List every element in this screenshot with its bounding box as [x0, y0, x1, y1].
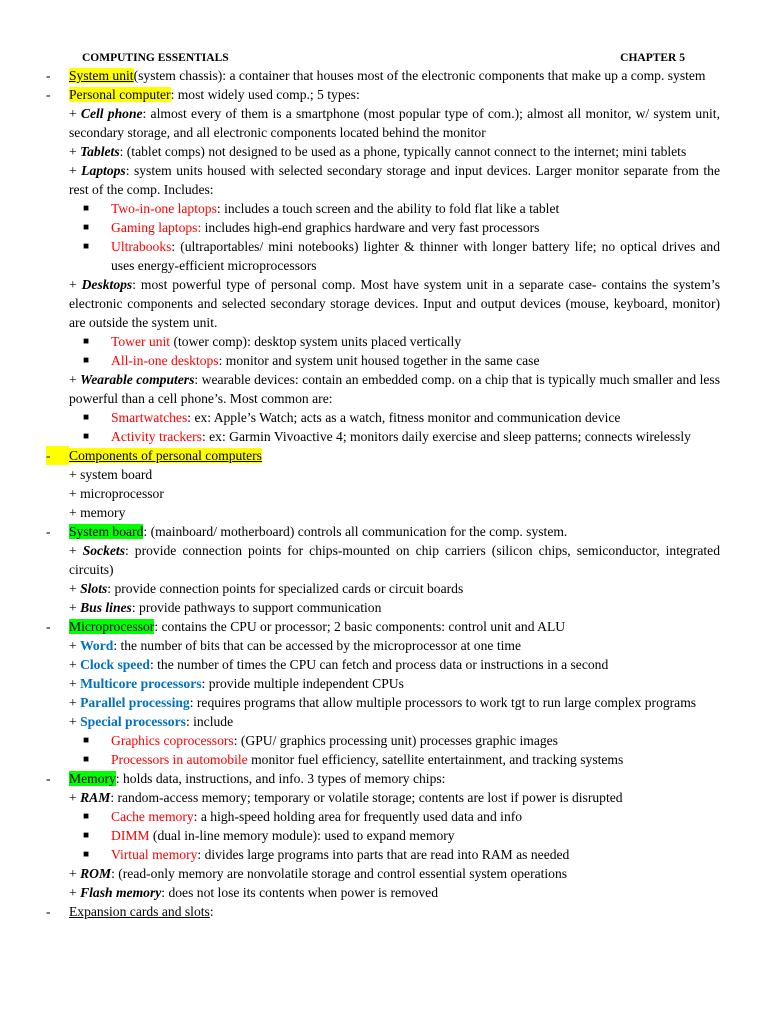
- text-run: : provide pathways to support communication: [131, 600, 382, 615]
- text-run: Bus lines: [80, 600, 132, 615]
- plus-item: [69, 142, 720, 161]
- text-run: Multicore processors: [80, 676, 202, 691]
- text-run: : include: [185, 714, 234, 729]
- text-run: +: [69, 581, 81, 596]
- plus-item: [69, 864, 720, 883]
- text-run: +: [69, 600, 81, 615]
- square-bullet-item: [69, 731, 720, 750]
- square-bullet-icon: ■: [83, 412, 90, 423]
- notes-content: [46, 66, 720, 921]
- dash-bullet-icon: -: [46, 446, 69, 465]
- text-run: +: [69, 638, 81, 653]
- text-run: RAM: [80, 790, 111, 805]
- text-run: : does not lose its contents when power is removed: [161, 885, 439, 900]
- text-run: : (ultraportables/ mini notebooks) lighter & thinner with longer battery life; no optical drives and uses energy-efficient microprocessors: [111, 239, 720, 273]
- text-run: : most widely used comp.; 5 types:: [170, 87, 360, 102]
- text-run: +: [69, 106, 81, 121]
- text-run: +: [69, 790, 81, 805]
- text-run: +: [69, 163, 82, 178]
- dash-bullet-icon: -: [46, 68, 51, 83]
- text-run: Sockets: [82, 543, 125, 558]
- header-chapter: CHAPTER 5: [620, 52, 685, 64]
- plus-item: [69, 161, 720, 199]
- square-bullet-icon: ■: [83, 811, 90, 822]
- square-bullet-icon: ■: [83, 735, 90, 746]
- text-run: DIMM: [111, 828, 150, 843]
- text-run: : contains the CPU or processor; 2 basic components: control unit and ALU: [154, 619, 566, 634]
- text-run: +: [69, 885, 81, 900]
- dash-bullet-item: [46, 85, 720, 104]
- text-run: Ultrabooks: [111, 239, 172, 254]
- text-run: +: [69, 543, 83, 558]
- text-run: Virtual memory: [111, 847, 198, 862]
- dash-bullet-icon: -: [46, 619, 51, 634]
- plus-item: [69, 693, 720, 712]
- square-bullet-item: [69, 332, 720, 351]
- text-run: Tower unit: [111, 334, 171, 349]
- text-run: All-in-one desktops: [111, 353, 219, 368]
- text-run: Processors in automobile: [111, 752, 248, 767]
- plus-item: [69, 104, 720, 142]
- text-run: : almost every of them is a smartphone (most popular type of com.); almost all monitor, w/ system unit, secondary storage, and all electronic components located behind the monitor: [69, 106, 720, 140]
- text-run: : ex: Garmin Vivoactive 4; monitors daily exercise and sleep patterns; connects wirelessly: [201, 429, 691, 444]
- square-bullet-icon: ■: [83, 203, 90, 214]
- text-run: Components of personal computers: [69, 448, 262, 463]
- text-run: Tablets: [80, 144, 120, 159]
- text-run: +: [69, 372, 81, 387]
- dash-bullet-icon: -: [46, 524, 51, 539]
- square-bullet-item: [69, 845, 720, 864]
- text-run: (tower comp): desktop system units placed vertically: [170, 334, 462, 349]
- square-bullet-icon: ■: [83, 431, 90, 442]
- text-run: : (GPU/ graphics processing unit) processes graphic images: [233, 733, 558, 748]
- text-run: +: [69, 866, 81, 881]
- text-run: Memory: [69, 771, 116, 786]
- plus-item: [69, 883, 720, 902]
- square-bullet-item: [69, 237, 720, 275]
- text-run: : monitor and system unit housed together in the same case: [218, 353, 540, 368]
- dash-bullet-item: [46, 66, 720, 85]
- text-run: Gaming laptops:: [111, 220, 202, 235]
- text-run: +: [69, 144, 81, 159]
- dash-bullet-item: [46, 769, 720, 788]
- text-run: Slots: [80, 581, 108, 596]
- plus-item: [69, 598, 720, 617]
- square-bullet-icon: ■: [83, 754, 90, 765]
- plus-item: [69, 636, 720, 655]
- dash-bullet-item: [46, 617, 720, 636]
- text-run: Expansion cards and slots: [69, 904, 210, 919]
- text-run: Parallel processing: [80, 695, 190, 710]
- square-bullet-item: [69, 427, 720, 446]
- text-run: + system board: [69, 467, 153, 482]
- text-run: : a high-speed holding area for frequently used data and info: [193, 809, 523, 824]
- square-bullet-icon: ■: [83, 336, 90, 347]
- plus-item: [69, 674, 720, 693]
- plus-item: [69, 655, 720, 674]
- text-run: : includes a touch screen and the ability to fold flat like a tablet: [216, 201, 560, 216]
- square-bullet-item: [69, 218, 720, 237]
- square-bullet-icon: ■: [83, 355, 90, 366]
- text-run: Smartwatches: [111, 410, 188, 425]
- text-run: : divides large programs into parts that are read into RAM as needed: [197, 847, 570, 862]
- text-run: Two-in-one laptops: [111, 201, 217, 216]
- text-run: Cell phone: [80, 106, 143, 121]
- text-run: Graphics coprocessors: [111, 733, 234, 748]
- text-run: System board: [69, 524, 144, 539]
- text-run: Flash memory: [80, 885, 162, 900]
- text-run: : system units housed with selected secondary storage and input devices. Larger monitor separate from the rest of the comp. Includes:: [69, 163, 720, 197]
- header-title: COMPUTING ESSENTIALS: [82, 52, 229, 64]
- dash-bullet-item: [46, 522, 720, 541]
- text-run: +: [69, 277, 82, 292]
- text-run: : (tablet comps) not designed to be used as a phone, typically cannot connect to the internet; mini tablets: [119, 144, 687, 159]
- square-bullet-icon: ■: [83, 830, 90, 841]
- text-run: Cache memory: [111, 809, 194, 824]
- text-run: ROM: [80, 866, 112, 881]
- text-run: : ex: Apple’s Watch; acts as a watch, fitness monitor and communication device: [187, 410, 621, 425]
- plus-item: [69, 541, 720, 579]
- text-run: includes high-end graphics hardware and very fast processors: [201, 220, 540, 235]
- square-bullet-item: [69, 826, 720, 845]
- dash-bullet-icon: -: [46, 87, 51, 102]
- plus-item: [69, 788, 720, 807]
- text-run: : requires programs that allow multiple processors to work tgt to run large complex programs: [189, 695, 697, 710]
- plus-item: [69, 370, 720, 408]
- text-run: : holds data, instructions, and info. 3 types of memory chips:: [115, 771, 446, 786]
- text-run: +: [69, 676, 81, 691]
- text-run: : (mainboard/ motherboard) controls all communication for the comp. system.: [143, 524, 568, 539]
- text-run: + microprocessor: [69, 486, 164, 501]
- plus-item: [69, 503, 720, 522]
- square-bullet-item: [69, 807, 720, 826]
- text-run: monitor fuel efficiency, satellite entertainment, and tracking systems: [247, 752, 624, 767]
- dash-bullet-item: [46, 902, 720, 921]
- square-bullet-icon: ■: [83, 222, 90, 233]
- text-run: Microprocessor: [69, 619, 155, 634]
- square-bullet-item: [69, 408, 720, 427]
- text-run: (dual in-line memory module): used to expand memory: [149, 828, 455, 843]
- text-run: : wearable devices: contain an embedded comp. on a chip that is typically much smaller and less powerful than a cell phone’s. Most common are:: [69, 372, 720, 406]
- text-run: Clock speed: [80, 657, 150, 672]
- square-bullet-item: [69, 199, 720, 218]
- text-run: : the number of bits that can be accessed by the microprocessor at one time: [113, 638, 521, 653]
- text-run: Desktops: [81, 277, 133, 292]
- plus-item: [69, 275, 720, 332]
- text-run: +: [69, 714, 81, 729]
- text-run: Laptops: [81, 163, 126, 178]
- dash-bullet-icon: -: [46, 904, 51, 919]
- text-run: +: [69, 695, 81, 710]
- text-run: : random-access memory; temporary or volatile storage; contents are lost if power is disrupted: [110, 790, 623, 805]
- text-run: : the number of times the CPU can fetch and process data or instructions in a second: [149, 657, 609, 672]
- text-run: : most powerful type of personal comp. Most have system unit in a separate case- contains the system’s electronic components and selected secondary storage devices. Input and output devices (mouse, keyboard, monitor) are outside the system unit.: [69, 277, 720, 330]
- text-run: : provide multiple independent CPUs: [201, 676, 404, 691]
- dash-bullet-icon: -: [46, 771, 51, 786]
- text-run: System unit: [69, 68, 134, 83]
- plus-item: [69, 579, 720, 598]
- dash-bullet-item: [46, 446, 720, 465]
- text-run: : provide connection points for specialized cards or circuit boards: [107, 581, 464, 596]
- text-run: Wearable computers: [80, 372, 195, 387]
- text-run: :: [209, 904, 214, 919]
- text-run: : provide connection points for chips-mounted on chip carriers (silicon chips, semiconductor, integrated circuits): [69, 543, 720, 577]
- text-run: Activity trackers: [111, 429, 202, 444]
- plus-item: [69, 465, 720, 484]
- square-bullet-icon: ■: [83, 849, 90, 860]
- text-run: + memory: [69, 505, 126, 520]
- square-bullet-item: [69, 351, 720, 370]
- square-bullet-item: [69, 750, 720, 769]
- text-run: Personal computer: [69, 87, 171, 102]
- text-run: (system chassis): a container that houses most of the electronic components that make up a comp. system: [133, 68, 706, 83]
- plus-item: [69, 712, 720, 731]
- page-header: [82, 50, 685, 66]
- text-run: Special processors: [80, 714, 186, 729]
- square-bullet-icon: ■: [83, 241, 90, 252]
- text-run: +: [69, 657, 81, 672]
- text-run: : (read-only memory are nonvolatile storage and control essential system operations: [111, 866, 568, 881]
- plus-item: [69, 484, 720, 503]
- text-run: Word: [80, 638, 114, 653]
